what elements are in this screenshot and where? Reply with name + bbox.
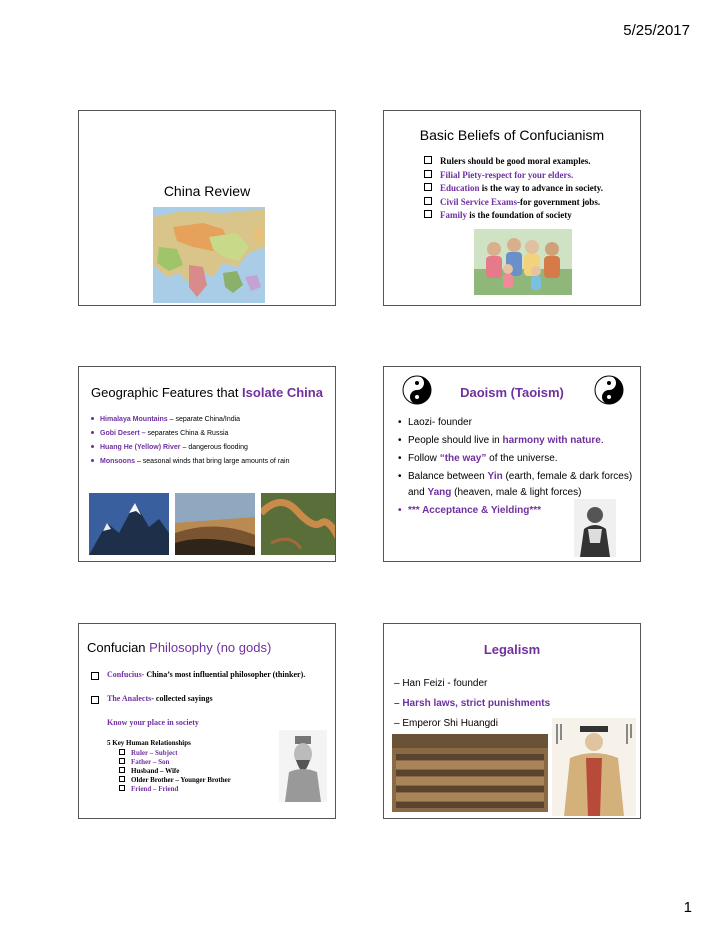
square-bullet-icon: [119, 749, 125, 755]
list-item: • Laozi- founder: [398, 417, 472, 428]
list-item: Rulers should be good moral examples.: [424, 155, 603, 169]
slide-legalism: [383, 623, 641, 819]
slide-basic-beliefs-confucianism: [383, 110, 641, 306]
slide-daoism: [383, 366, 641, 562]
slide-title: Daoism (Taoism): [460, 385, 564, 400]
list-item: Father – Son: [119, 758, 321, 767]
list-item: Husband – Wife: [119, 767, 321, 776]
square-bullet-icon: [91, 672, 99, 680]
slide-title: Confucian Philosophy (no gods): [87, 640, 272, 655]
list-item: – Harsh laws, strict punishments: [394, 698, 551, 709]
slide-title: Legalism: [483, 642, 541, 657]
himalaya-mountains-image: [89, 493, 169, 555]
list-item: Filial Piety-respect for your elders.: [424, 169, 603, 183]
bullet-dot-icon: [91, 459, 94, 462]
beliefs-list: [424, 155, 603, 223]
slide-geographic-features: [78, 366, 336, 562]
slide-title: China Review: [163, 183, 251, 199]
confucius-portrait-image: [279, 730, 327, 802]
slide-title: Geographic Features that Isolate China: [91, 385, 323, 400]
list-item: Monsoons – seasonal winds that bring large amounts of rain: [91, 455, 289, 469]
terracotta-army-image: [392, 734, 548, 812]
emperor-shi-huangdi-image: [552, 718, 636, 816]
page-number: 1: [683, 899, 692, 916]
list-item: • People should live in harmony with nature.: [398, 435, 604, 446]
gobi-desert-image: [175, 493, 255, 555]
square-bullet-icon: [91, 696, 99, 704]
square-bullet-icon: [424, 197, 432, 205]
square-bullet-icon: [119, 758, 125, 764]
list-item: Gobi Desert – separates China & Russia: [91, 427, 289, 441]
list-item: Confucius- China’s most influential philosopher (thinker).: [91, 670, 321, 680]
slide-china-review: [78, 110, 336, 306]
list-item: Family is the foundation of society: [424, 209, 603, 223]
list-item: Huang He (Yellow) River – dangerous flooding: [91, 441, 289, 455]
huang-he-river-image: [261, 493, 336, 555]
square-bullet-icon: [424, 156, 432, 164]
list-item: • *** Acceptance & Yielding***: [398, 505, 542, 516]
header-date: 5/25/2017: [623, 22, 690, 39]
square-bullet-icon: [424, 210, 432, 218]
list-item: Education is the way to advance in society.: [424, 182, 603, 196]
list-item: Himalaya Mountains – separate China/India: [91, 413, 289, 427]
list-item: • Follow “the way” of the universe.: [398, 453, 558, 464]
square-bullet-icon: [424, 183, 432, 191]
list-item: Friend – Friend: [119, 785, 321, 794]
list-item: • Balance between Yin (earth, female & dark forces) and Yang (heaven, male & light forces): [398, 471, 633, 498]
bullet-dot-icon: [91, 431, 94, 434]
relationships-heading: 5 Key Human Relationships: [107, 739, 191, 747]
list-item: Ruler – Subject: [119, 749, 321, 758]
list-item: The Analects- collected sayings: [91, 694, 321, 704]
asia-map-image: [153, 207, 265, 303]
laozi-portrait-image: [574, 499, 616, 557]
square-bullet-icon: [424, 170, 432, 178]
square-bullet-icon: [119, 785, 125, 791]
bullet-dot-icon: [91, 417, 94, 420]
features-list: [91, 413, 289, 469]
list-item: – Emperor Shi Huangdi: [394, 718, 498, 729]
slide-title: Basic Beliefs of Confucianism: [419, 127, 605, 143]
list-item: Civil Service Exams-for government jobs.: [424, 196, 603, 210]
slide-confucian-philosophy: [78, 623, 336, 819]
list-item: – Han Feizi - founder: [394, 678, 488, 689]
family-photo-image: [474, 229, 572, 295]
know-your-place-text: Know your place in society: [107, 718, 199, 727]
legalism-list: [394, 674, 550, 734]
square-bullet-icon: [119, 776, 125, 782]
list-item: Older Brother – Younger Brother: [119, 776, 321, 785]
square-bullet-icon: [119, 767, 125, 773]
bullet-dot-icon: [91, 445, 94, 448]
